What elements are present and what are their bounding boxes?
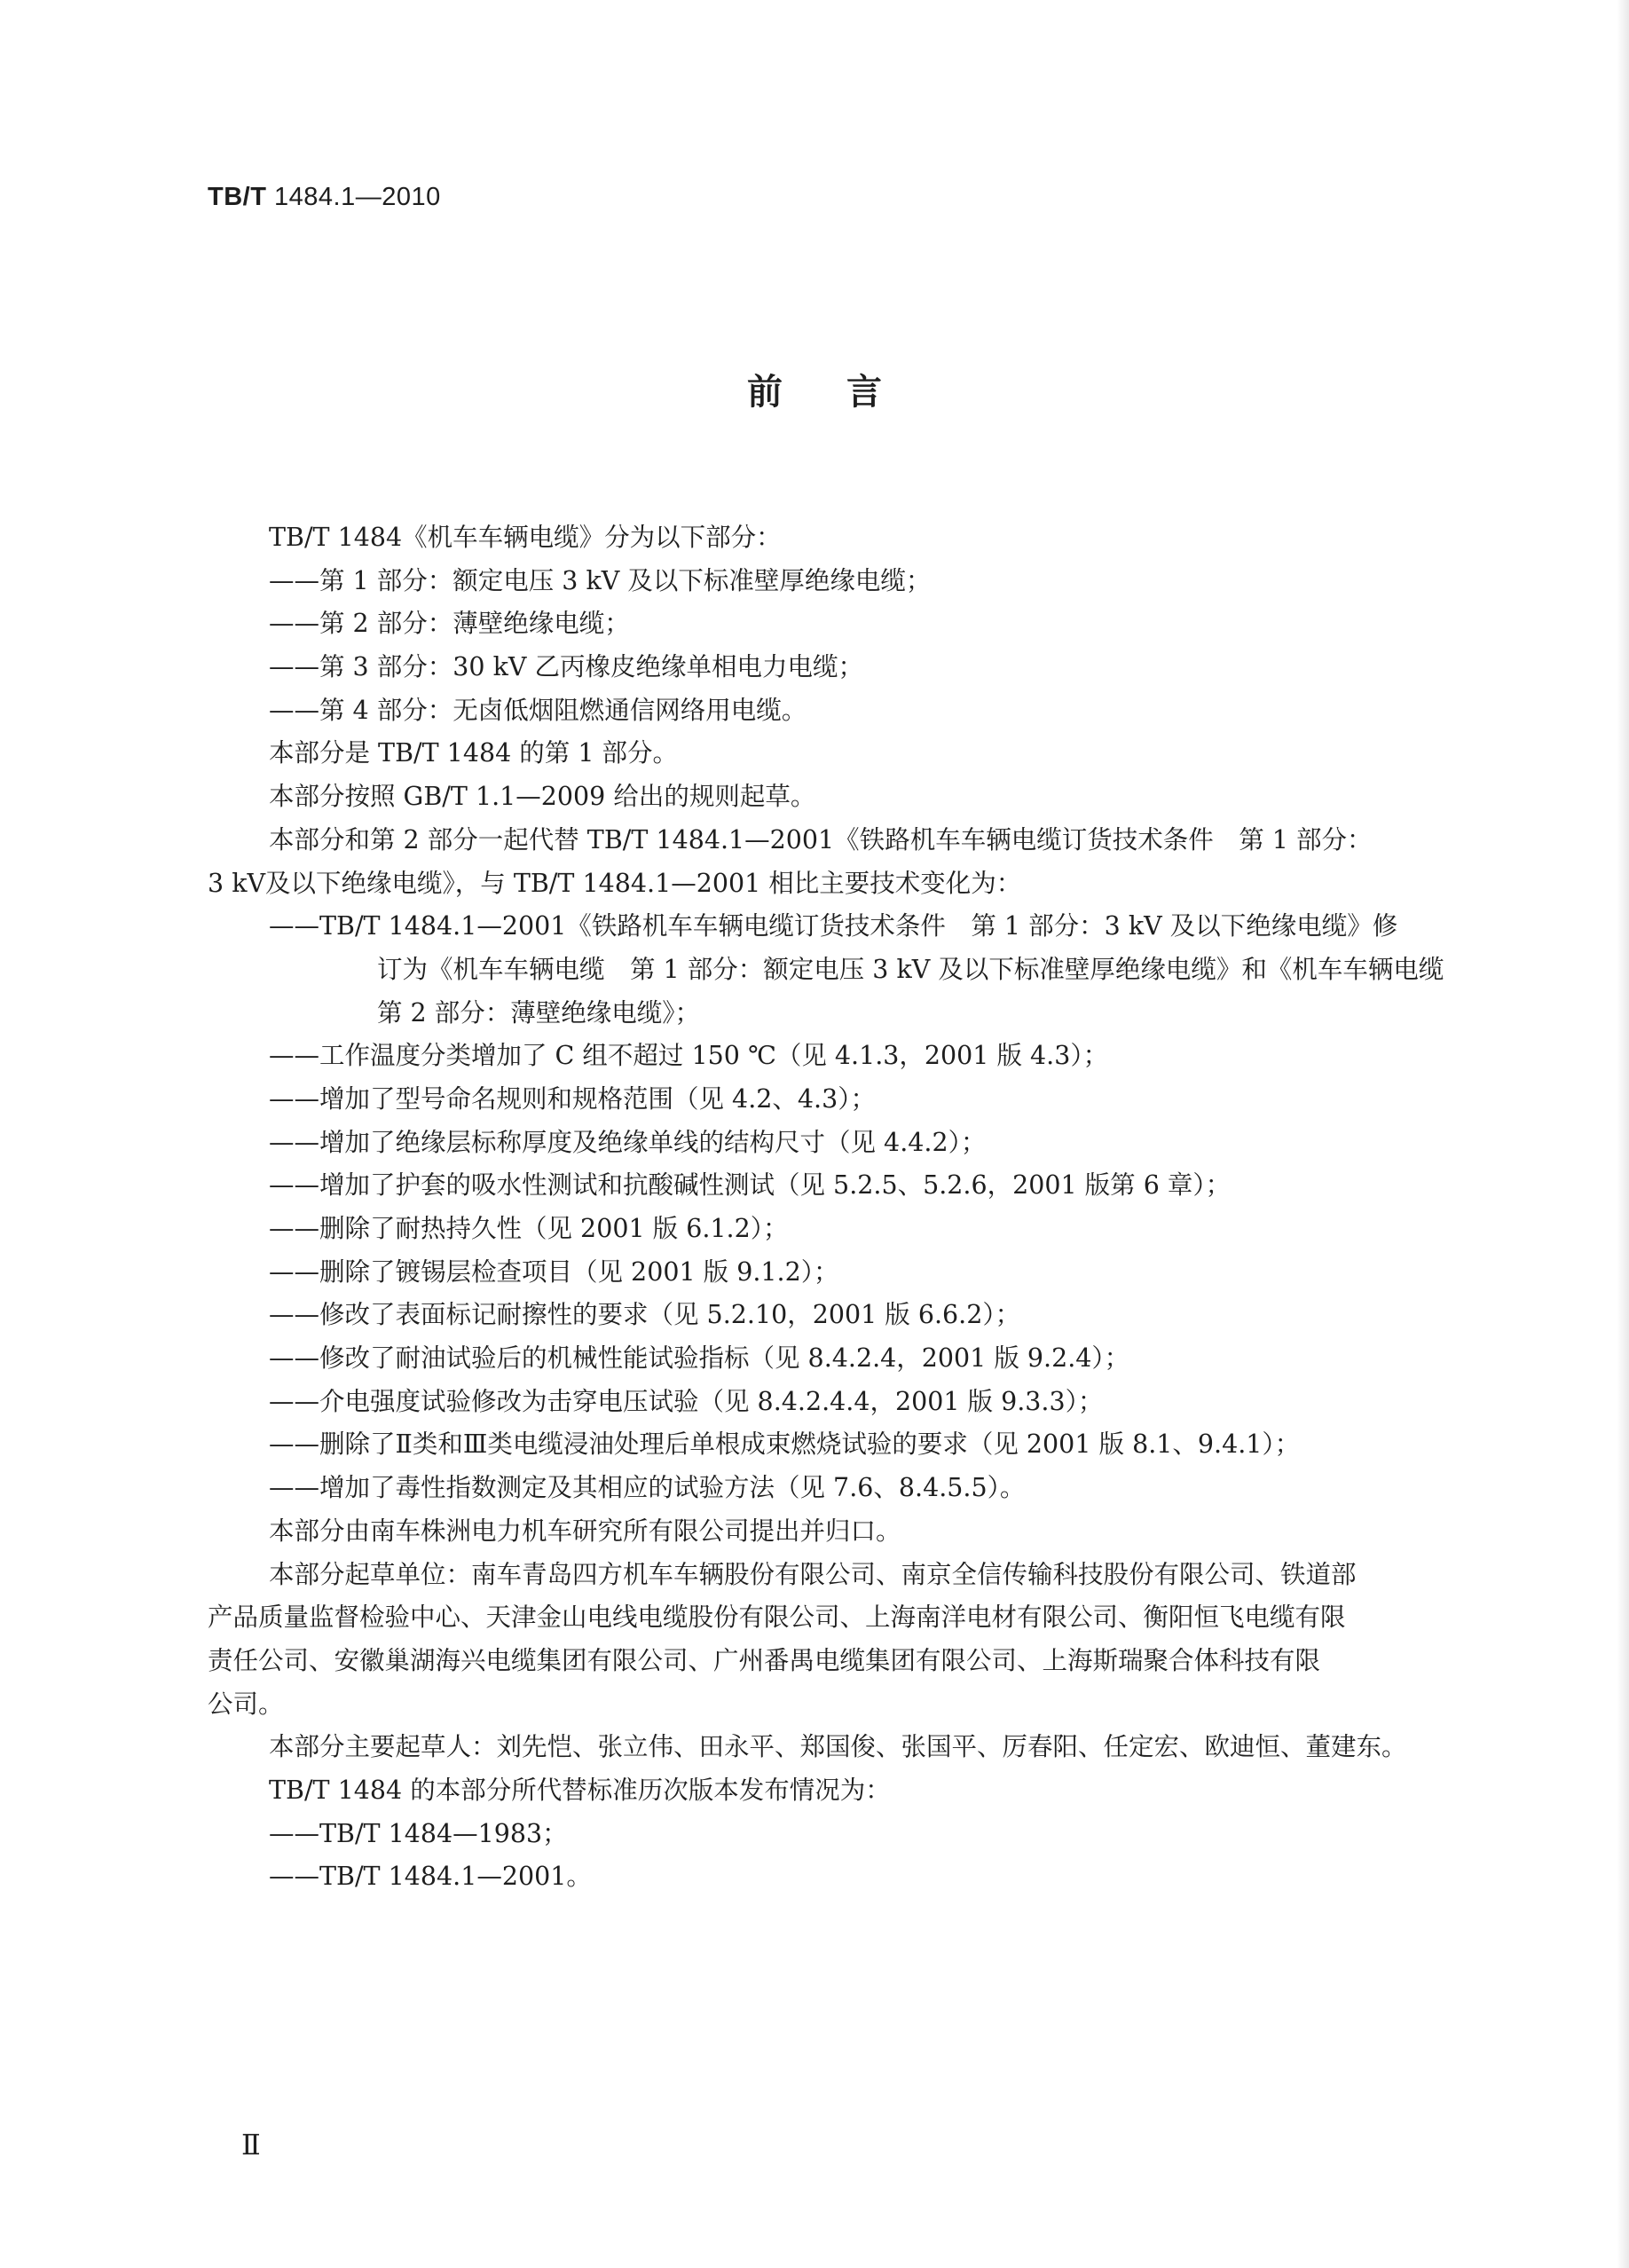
text-line: 本部分主要起草人：刘先恺、张立伟、田永平、郑国俊、张国平、厉春阳、任定宏、欧迪恒、董建东。: [269, 1732, 1407, 1762]
list-item: ——删除了耐热持久性（见 2001 版 6.1.2）；: [269, 1214, 789, 1243]
text-line: TB/T 1484 的本部分所代替标准历次版本发布情况为：: [269, 1775, 891, 1805]
list-item-continuation: 订为《机车车辆电缆 第 1 部分：额定电压 3 kV 及以下标准壁厚绝缘电缆》和《机车车辆电缆: [377, 954, 1444, 984]
page-edge-shadow: [1617, 0, 1629, 2268]
text-line: 3 kV及以下绝缘电缆》，与 TB/T 1484.1—2001 相比主要技术变化为：: [208, 868, 1022, 898]
list-item-continuation: 第 2 部分：薄壁绝缘电缆》；: [377, 997, 701, 1028]
text-line: 产品质量监督检验中心、天津金山电线电缆股份有限公司、上海南洋电材有限公司、衡阳恒飞电缆有限: [208, 1603, 1346, 1633]
list-item: ——介电强度试验修改为击穿电压试验（见 8.4.2.4.4，2001 版 9.3.3）；: [269, 1386, 1104, 1416]
text-line: 本部分按照 GB/T 1.1—2009 给出的规则起草。: [269, 782, 816, 812]
text-line: TB/T 1484《机车车辆电缆》分为以下部分：: [269, 523, 782, 552]
list-item: ——删除了镀锡层检查项目（见 2001 版 9.1.2）；: [269, 1256, 839, 1287]
list-item: ——增加了绝缘层标称厚度及绝缘单线的结构尺寸（见 4.4.2）；: [269, 1127, 987, 1157]
foreword-body: [208, 516, 1478, 1899]
document-code-prefix: TB/T: [208, 183, 267, 211]
text-line: 责任公司、安徽巢湖海兴电缆集团有限公司、广州番禺电缆集团有限公司、上海斯瑞聚合体科技有限: [208, 1645, 1321, 1675]
list-item: ——增加了型号命名规则和规格范围（见 4.2、4.3）；: [269, 1083, 876, 1114]
list-item: ——第 2 部分：薄壁绝缘电缆；: [269, 609, 630, 639]
list-item: ——TB/T 1484.1—2001。: [269, 1862, 592, 1892]
list-item: ——第 4 部分：无卤低烟阻燃通信网络用电缆。: [269, 695, 807, 725]
text-line: 本部分和第 2 部分一起代替 TB/T 1484.1—2001《铁路机车车辆电缆订货技术条件 第 1 部分：: [269, 824, 1373, 854]
list-item: ——第 1 部分：额定电压 3 kV 及以下标准壁厚绝缘电缆；: [269, 565, 932, 595]
list-item: ——增加了护套的吸水性测试和抗酸碱性测试（见 5.2.5、5.2.6，2001 版第 6 章）；: [269, 1170, 1232, 1201]
list-item: ——修改了表面标记耐擦性的要求（见 5.2.10，2001 版 6.6.2）；: [269, 1300, 1021, 1330]
text-line: 本部分是 TB/T 1484 的第 1 部分。: [269, 738, 679, 768]
document-code: [208, 183, 441, 212]
text-line: 公司。: [208, 1689, 284, 1719]
text-line: 本部分起草单位：南车青岛四方机车车辆股份有限公司、南京全信传输科技股份有限公司、铁道部: [269, 1559, 1357, 1589]
list-item: ——增加了毒性指数测定及其相应的试验方法（见 7.6、8.4.5.5）。: [269, 1473, 1026, 1503]
list-item: ——修改了耐油试验后的机械性能试验指标（见 8.4.2.4，2001 版 9.2.4）；: [269, 1343, 1130, 1374]
list-item: ——TB/T 1484—1983；: [269, 1818, 568, 1848]
list-item: ——TB/T 1484.1—2001《铁路机车车辆电缆订货技术条件 第 1 部分：3 kV 及以下绝缘电缆》修: [269, 911, 1398, 941]
list-item: ——删除了Ⅱ类和Ⅲ类电缆浸油处理后单根成束燃烧试验的要求（见 2001 版 8.1、9.4.1）；: [269, 1429, 1301, 1460]
page-title: 前言: [747, 372, 946, 413]
document-code-number: 1484.1—2010: [266, 183, 441, 211]
text-line: 本部分由南车株洲电力机车研究所有限公司提出并归口。: [269, 1516, 901, 1546]
list-item: ——第 3 部分：30 kV 乙丙橡皮绝缘单相电力电缆；: [269, 652, 863, 682]
page-number: Ⅱ: [241, 2128, 261, 2162]
list-item: ——工作温度分类增加了 C 组不超过 150 ℃（见 4.1.3，2001 版 4.3）；: [269, 1041, 1109, 1071]
